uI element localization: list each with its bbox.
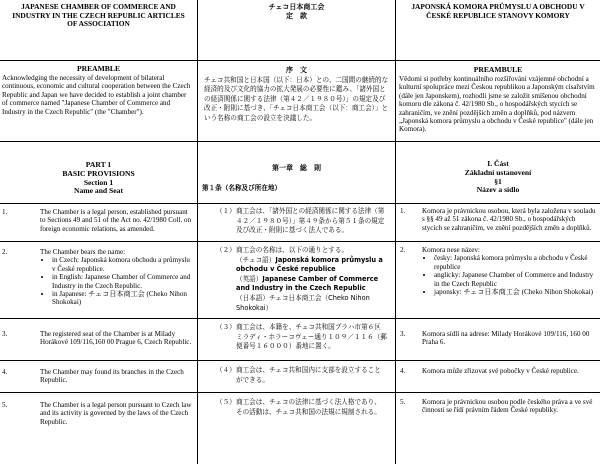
czech-preamble-text: Vědomi si potřeby kontinuálního rozšiřování vzájemné obchodní a kulturní spolupráce mezi Českou republikou a Japonským císařstvím (dále jen Japonskem), rozhodli jsme se založit smíšenou obchodní komoru dle zákona č. 42/1980 Sb., o hospodářských stycích se zahraničím, ve znění pozdějších změn a doplňků, pod názvem „Japonská komora průmyslu a obchodu v České republice" (dále jen Komora). — [399, 75, 595, 134]
preamble-divider — [396, 141, 600, 142]
item-divider — [396, 360, 600, 361]
japanese-name-en — [236, 275, 387, 294]
name-value: Japonská komora průmyslu a obchodu v České republice — [236, 255, 383, 274]
name-label: （日本語） — [236, 293, 269, 302]
item-divider — [0, 360, 197, 361]
japanese-header-title: チェコ日本商工会 — [268, 3, 325, 11]
english-item-number: 5. — [2, 401, 8, 409]
english-section-title: Name and Seat — [74, 186, 123, 196]
item-divider — [396, 241, 600, 242]
czech-part-heading — [396, 160, 600, 195]
japanese-article: 第１条（名称及び所在地） — [202, 184, 282, 192]
header-divider — [396, 60, 600, 61]
japanese-item-text: 商工会は、チェコ共和国内に支部を設立することができる。 — [236, 366, 381, 384]
english-item-text — [40, 248, 193, 307]
czech-item-number: 5. — [400, 398, 406, 406]
item-divider — [396, 318, 600, 319]
japanese-item-number: （５） — [216, 398, 236, 406]
japanese-item-text: 商工会は、本籍を、チェコ共和国プラハ市第６区ミラディ・ホラーコヴェー通り１０９／１１６（郵便番号１６０００）番地に置く。 — [236, 323, 387, 351]
list-item: • in Japanese: チェコ日本商工会 (Cheko Nihon Shokokai) — [52, 290, 193, 307]
item-divider — [198, 392, 395, 393]
english-header: JAPANESE CHAMBER OF COMMERCE AND INDUSTRY IN THE CZECH REPUBLIC ARTICLES OF ASSOCIATION — [12, 2, 185, 29]
list-item: • česky: Japonská komora průmyslu a obchodu v České republice — [434, 254, 597, 271]
czech-section-title: Název a sídlo — [476, 185, 520, 195]
japanese-item-number: （４） — [216, 366, 236, 374]
name-value: チェコ日本商工会（Cheko Nihon Shokokai） — [236, 293, 370, 312]
czech-part: I. Část — [487, 159, 509, 168]
english-item-number: 1. — [2, 208, 8, 216]
english-item-text: The Chamber is a legal person pursuant to Czech law and its activity is governed by the laws of the Czech Republic. — [40, 401, 192, 426]
czech-item-number: 2. — [400, 246, 406, 254]
czech-item-number: 1. — [400, 207, 406, 215]
japanese-name-cz — [236, 256, 387, 275]
english-section: Section 1 — [83, 177, 114, 187]
japanese-item-text: 商工会は、「諸外国との経済関係に関する法律（第４２／１９８０号）」第４９条から第５１条の規定及び改正・附則に基づく法人である。 — [236, 207, 385, 235]
czech-item-text: Komora je právnickou osobou podle českého práva a ve své činnosti se řídí právním řádem České republiky. — [422, 398, 593, 415]
preamble-divider — [0, 141, 197, 142]
english-item-number: 2. — [2, 248, 8, 256]
list-item: • in English: Japanese Chamber of Commerce and Industry in the Czech Republic. — [52, 273, 193, 290]
list-item: • in Czech: Japonská komora obchodu a průmyslu v České republice. — [52, 256, 193, 273]
japanese-chapter: 第一章 総 則 — [272, 164, 321, 172]
name-value: Japanese Camber of Commerce and Industry in the Czech Republic — [236, 274, 379, 293]
japanese-column — [198, 0, 396, 464]
english-item-number: 4. — [2, 368, 8, 376]
japanese-preamble-title: 序 文 — [286, 66, 307, 74]
preamble-divider — [198, 141, 395, 142]
item-divider — [198, 241, 395, 242]
japanese-names-intro: 商工会の名称は、以下の通りとする。 — [236, 246, 349, 254]
header-divider — [198, 60, 395, 61]
japanese-item-text: 商工会は、チェコの法律に基づく法人格であり、その活動は、チェコ共和国の法規に規制される。 — [236, 398, 381, 416]
czech-item-text: Komora sídlí na adrese: Milady Horákové 109/116, 160 00 Praha 6. — [422, 330, 590, 347]
japanese-header-subtitle: 定 款 — [286, 12, 307, 20]
section-divider — [396, 203, 600, 204]
item-divider — [0, 241, 197, 242]
item-divider — [198, 360, 395, 361]
english-preamble-text: Acknowledging the necessity of development of bilateral continuous, economic and cultural cooperation between the Czech Republic and Japan we have decided to establish a joint chamber of commerce named "Japanese Chamber of Commerce and Industry in the Czech Republic" (the "Chamber"). — [2, 74, 191, 116]
japanese-header — [198, 3, 395, 21]
czech-names-intro: Komora nese název: — [422, 246, 480, 254]
section-divider — [198, 203, 395, 204]
czech-preamble-title: PREAMBULE — [473, 65, 523, 74]
japanese-item-number: （２） — [216, 246, 236, 254]
czech-part-title: Základní ustanovení — [464, 167, 532, 177]
english-item-text: The registered seat of the Chamber is at Milady Horákové 109/116,160 00 Prague 6, Czech Republic. — [40, 330, 192, 347]
english-item-text: The Chamber is a legal person, established pursuant to Sections 49 and 51 of the Act no. 42/1980 Coll. on foreign economic relations, as amended. — [40, 208, 192, 233]
japanese-preamble-text: チェコ共和国と日本国（以下：日本）との、二国間の継続的な経済的及び文化的協力の拡大発展の必要性に鑑み、「諸外国との経済関係に関する法律（第４２／１９８０号）」の規定及び改正・附則に基づき、「チェコ日本商工会（以下：商工会）」という名称の商工会の設立を決議した。 — [204, 76, 389, 122]
japanese-name-ja — [236, 294, 387, 313]
item-divider — [396, 392, 600, 393]
item-divider — [0, 318, 197, 319]
english-part-title: BASIC PROVISIONS — [62, 168, 135, 178]
japanese-item-number: （３） — [216, 323, 236, 331]
czech-item-number: 4. — [400, 367, 406, 375]
czech-header: JAPONSKÁ KOMORA PRŮMYSLU A OBCHODU V ČESKÉ REPUBLICE STANOVY KOMORY — [411, 2, 585, 20]
japanese-item-number: （１） — [216, 207, 236, 215]
japanese-item-text — [236, 246, 387, 313]
english-name-list — [40, 256, 193, 306]
english-part-heading — [0, 161, 197, 196]
item-divider — [198, 318, 395, 319]
name-label: （チェコ語） — [236, 255, 276, 264]
name-label: （英語） — [236, 274, 263, 283]
english-preamble-title: PREAMBLE — [76, 64, 121, 73]
list-item: • japonsky: チェコ日本商工会 (Cheko Nihon Shokokai) — [434, 288, 597, 296]
section-divider — [0, 203, 197, 204]
header-divider — [0, 60, 197, 61]
english-part: PART 1 — [85, 160, 112, 169]
czech-item-text: Komora může zřizovat své pobočky v České republice. — [422, 367, 579, 375]
list-item: • anglicky: Japanese Chamber of Commerce and Industry in the Czech Republic — [434, 271, 597, 288]
czech-item-text: Komora je právnickou osobou, která byla založena v souladu s §§ 49 až 51 zákona č. 42/1980 Sb., o hospodářských stycích se zahraničím, ve znění pozdějších změn a doplňků. — [422, 207, 596, 232]
czech-item-text — [422, 246, 597, 296]
czech-column — [396, 0, 600, 464]
czech-section: §1 — [494, 176, 502, 186]
czech-name-list — [422, 254, 597, 296]
english-item-text: The Chamber may found its branches in the Czech Republic. — [40, 368, 184, 385]
english-names-intro: The Chamber bears the name: — [40, 248, 126, 256]
czech-item-number: 3. — [400, 330, 406, 338]
english-item-number: 3. — [2, 330, 8, 338]
item-divider — [0, 392, 197, 393]
english-column — [0, 0, 198, 464]
